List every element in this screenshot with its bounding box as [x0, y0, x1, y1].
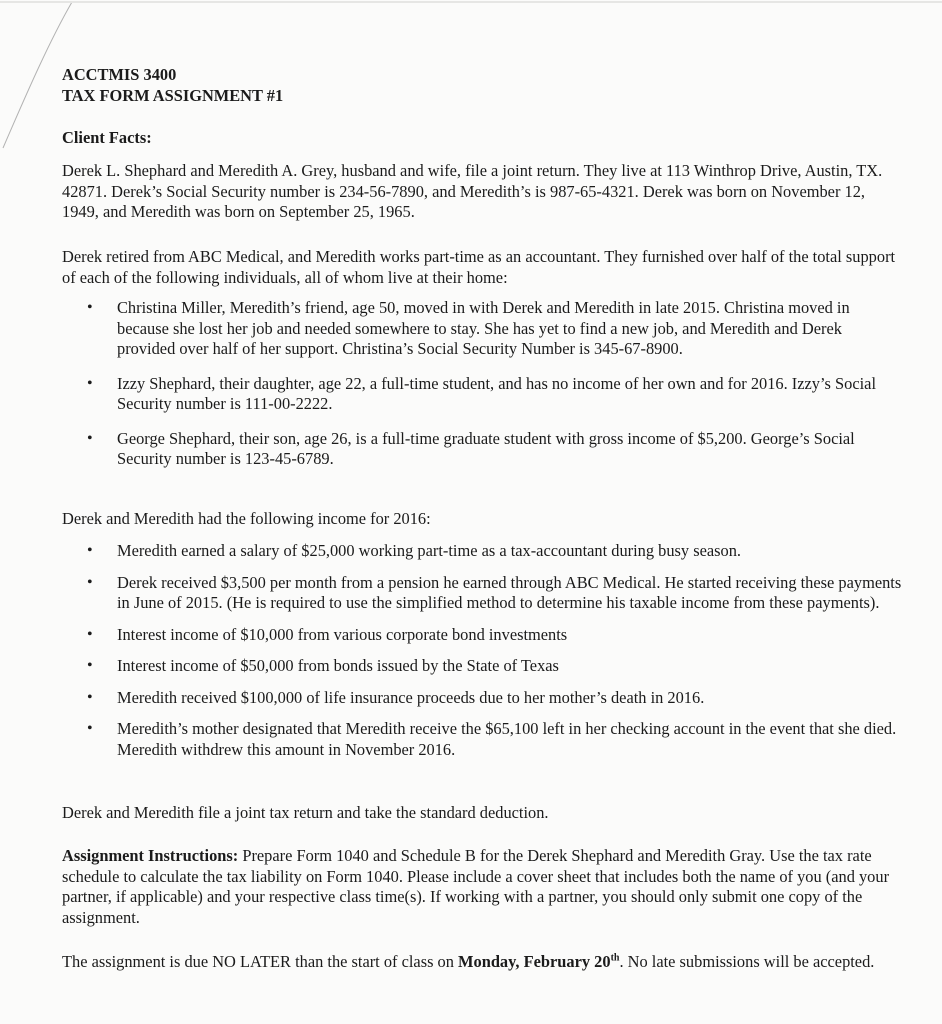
list-item: • Interest income of $50,000 from bonds issued by the State of Texas: [62, 656, 902, 677]
list-item: • Meredith’s mother designated that Meredith receive the $65,100 left in her checking account in the event that she died. Meredith withdrew this amount in November 2016.: [62, 719, 902, 760]
document-header: [62, 64, 283, 106]
dependents-list: [62, 298, 902, 470]
income-list: [62, 541, 902, 760]
client-facts-heading: Client Facts:: [62, 128, 152, 147]
list-item: • Meredith received $100,000 of life insurance proceeds due to her mother’s death in 2016.: [62, 688, 902, 709]
list-item: • Izzy Shephard, their daughter, age 22, a full-time student, and has no income of her own and for 2016. Izzy’s Social Security number is 111-00-2222.: [62, 374, 902, 415]
list-item: • Interest income of $10,000 from various corporate bond investments: [62, 625, 902, 646]
filing-note: Derek and Meredith file a joint tax return and take the standard deduction.: [62, 803, 549, 822]
list-item: • Meredith earned a salary of $25,000 working part-time as a tax-accountant during busy season.: [62, 541, 902, 562]
instructions-label: Assignment Instructions:: [62, 846, 239, 865]
assignment-instructions: [62, 846, 902, 928]
due-date-suffix: th: [610, 952, 620, 964]
support-intro: Derek retired from ABC Medical, and Meredith works part-time as an accountant. They furnished over half of the total support of each of the following individuals, all of whom live at their home:: [62, 247, 896, 287]
due-date: [458, 952, 619, 971]
list-item: • George Shephard, their son, age 26, is a full-time graduate student with gross income of $5,200. George’s Social Security number is 123-45-6789.: [62, 429, 902, 470]
income-intro: Derek and Meredith had the following income for 2016:: [62, 509, 431, 528]
due-date-notice: [62, 952, 902, 973]
course-code: ACCTMIS 3400: [62, 65, 177, 84]
due-date-text: Monday, February 20: [458, 952, 611, 971]
due-suffix: . No late submissions will be accepted.: [619, 952, 875, 971]
assignment-title: TAX FORM ASSIGNMENT #1: [62, 86, 284, 105]
list-item: • Derek received $3,500 per month from a pension he earned through ABC Medical. He started receiving these payments in June of 2015. (He is required to use the simplified method to determine his taxable income from these payments).: [62, 573, 902, 614]
client-facts-intro: Derek L. Shephard and Meredith A. Grey, husband and wife, file a joint return. They live at 113 Winthrop Drive, Austin, TX. 42871. Derek’s Social Security number is 234-56-7890, and Meredith’s is 987-65-4321. Derek was born on November 12, 1949, and Meredith was born on September 25, 1965.: [62, 161, 883, 221]
due-prefix: The assignment is due NO LATER than the start of class on: [62, 952, 459, 971]
list-item: • Christina Miller, Meredith’s friend, age 50, moved in with Derek and Meredith in late 2015. Christina moved in because she lost her job and needed somewhere to stay. She has yet to find a new job, and Meredith and Derek provided over half of her support. Christina’s Social Security Number is 345-67-8900.: [62, 298, 902, 360]
instructions-text: Prepare Form 1040 and Schedule B for the Derek Shephard and Meredith Gray. Use the tax rate schedule to calculate the tax liability on Form 1040. Please include a cover sheet that includes both the name of you (and your partner, if applicable) and your respective class time(s). If working with a partner, you should only submit one copy of the assignment.: [62, 846, 890, 927]
